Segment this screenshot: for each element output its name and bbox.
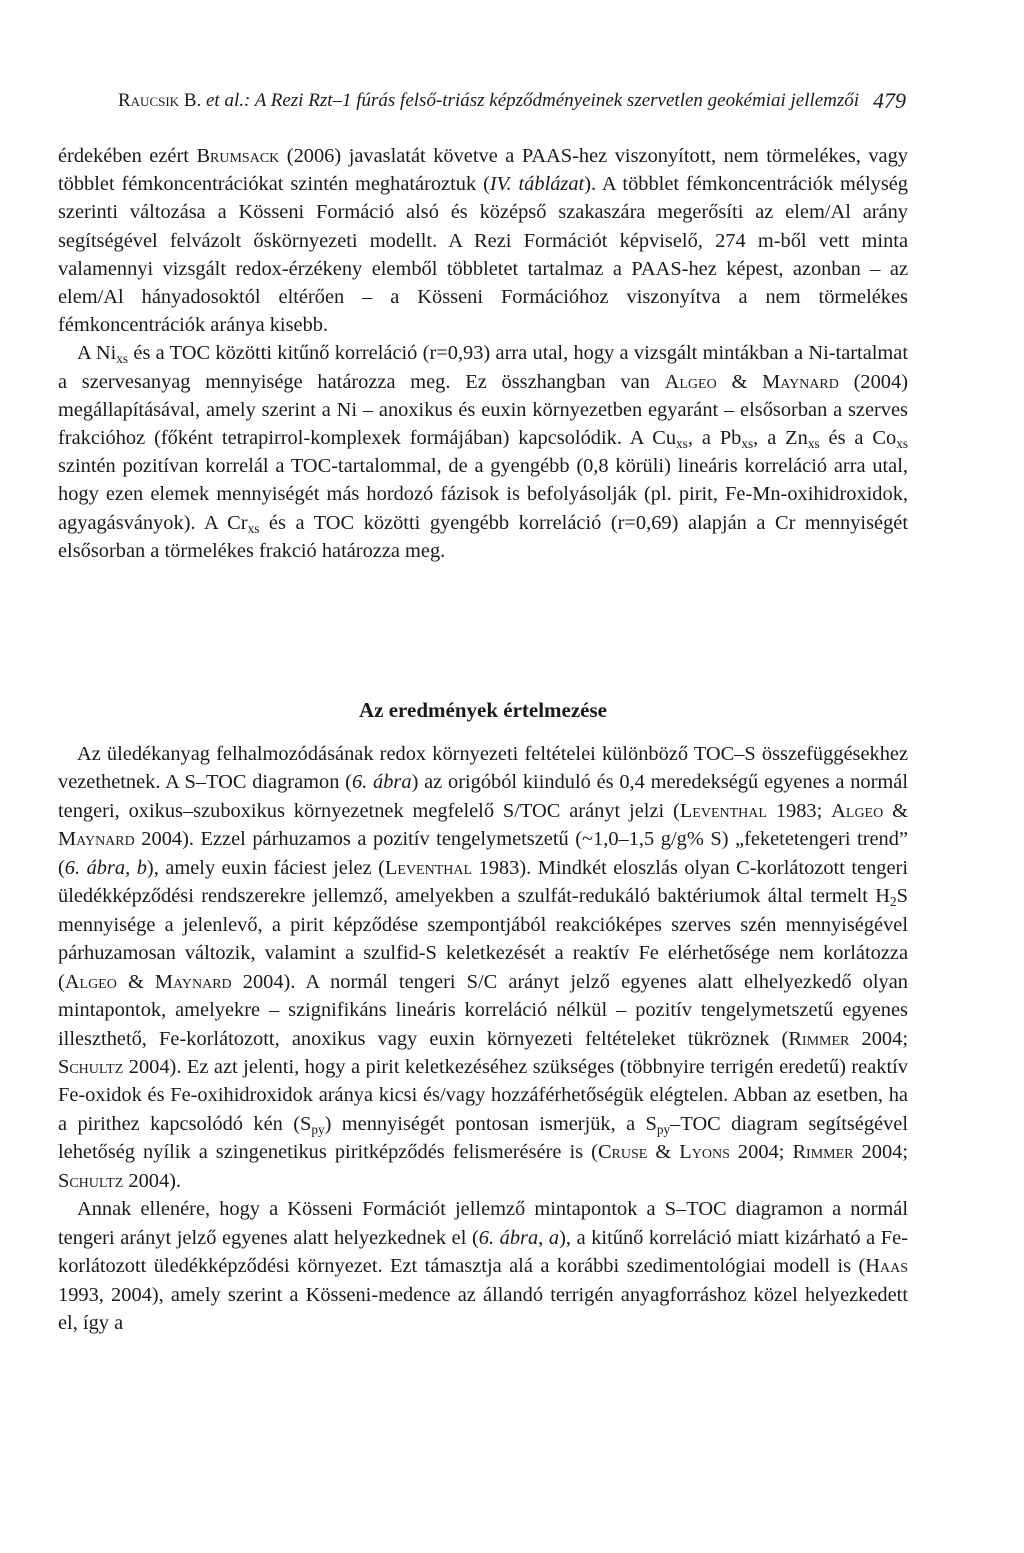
paragraph: érdekében ezért Brumsack (2006) javaslatát követve a PAAS-hez viszonyított, nem törmelékes, vagy többlet fémkoncentrációkat szintén meghatároztuk (IV. táblázat). A többlet fémkoncentrációk mélység szerinti változása a Kösseni Formáció alsó és középső szakaszára megerősíti az elem/Al arány segítségével felvázolt őskörnyezeti modellt. A Rezi Formációt képviselő, 274 m-ből vett minta valamennyi vizsgált redox-érzékeny elemből többletet tartalmaz a PAAS-hez képest, azonban – az elem/Al hányadosoktól eltérően – a Kösseni Formációhoz viszonyítva a nem törmelékes fémkoncentrációk aránya kisebb. — [58, 145, 909, 337]
section-heading: Az eredmények értelmezése — [359, 698, 607, 722]
paragraph: Annak ellenére, hogy a Kösseni Formációt jellemző mintapontok a S–TOC diagramon a normál tengeri arányt jelző egyenes alatt helyezkednek el (6. ábra, a), a kitűnő korreláció miatt kizárható a Fe-korlátozott üledékképződési környezet. Ezt támasztja alá a korábbi szedimentológiai modell is (Haas 1993, 2004), amely szerint a Kösseni-medence az állandó terrigén anyagforráshoz közel helyezkedett el, így a — [58, 1198, 908, 1335]
running-header — [118, 86, 906, 116]
page-number: 479 — [873, 88, 906, 113]
body-text-bottom — [58, 740, 908, 1338]
body-text-top — [58, 142, 908, 565]
header-author-suffix: et al. — [201, 90, 244, 111]
paragraph: Az üledékanyag felhalmozódásának redox környezeti feltételei különböző TOC–S összefüggésekhez vezethetnek. A S–TOC diagramon (6. ábra) az origóból kiinduló és 0,4 meredekségű egyenes a normál tengeri, oxikus–szuboxikus környezetnek megfelelő S/TOC arányt jelzi (Leventhal 1983; Algeo & Maynard 2004). Ezzel párhuzamos a pozitív tengelymetszetű (~1,0–1,5 g/g% S) „feketetengeri trend” (6. ábra, b), amely euxin fáciest jelez (Leventhal 1983). Mindkét eloszlás olyan C-korlátozott tengeri üledékképződési rendszerekre jellemző, amelyekben a szulfát-redukáló baktériumok által termelt $H_2S$ mennyisége a jelenlevő, a pirit képződése szempontjából reakcióképes szerves szén mennyiségével párhuzamosan változik, valamint a szulfid-S keletkezését a reaktív Fe elérhetősége nem korlátozza (Algeo & Maynard 2004). A normál tengeri S/C arányt jelző egyenes alatt elhelyezkedő olyan mintapontok, amelyekre – szignifikáns lineáris korreláció nélkül – pozitív tengelymetszetű egyenes illeszthető, Fe-korlátozott, anoxikus vagy euxin környezeti feltételeket tükröznek (Rimmer 2004; Schultz 2004). Ez azt jelenti, hogy a pirit keletkezéséhez szükséges (többnyire terrigén eredetű) reaktív Fe-oxidok és Fe-oxihidroxidok aránya kicsi és/vagy hozzáférhetőségük elégtelen. Abban az esetben, ha a pirithez kapcsolódó kén $(S_{py})$ mennyiségét pontosan ismerjük, a $S_{py}$–TOC diagram segítségével lehetőség nyílik a szingenetikus piritképződés felismerésére is (Cruse & Lyons 2004; Rimmer 2004; Schultz 2004). — [58, 743, 909, 1192]
paragraph: A $Ni_{xs}$ és a TOC közötti kitűnő korreláció (r=0,93) arra utal, hogy a vizsgált mintákban a Ni-tartalmat a szervesanyag mennyisége határozza meg. Ez összhangban van Algeo & Maynard (2004) megállapításával, amely szerint a Ni – anoxikus és euxin környezetben egyaránt – elsősorban a szerves frakcióhoz (főként tetrapirrol-komplexek formájában) kapcsolódik. A $Cu_{xs}$, a $Pb_{xs}$, a $Zn_{xs}$ és a $Co_{xs}$ szintén pozitívan korrelál a TOC-tartalommal, de a gyengébb (0,8 körüli) lineáris korreláció arra utal, hogy ezen elemek mennyiségét más hordozó fázisok is befolyásolják (pl. pirit, Fe-Mn-oxihidroxidok, agyagásványok). A $Cr_{xs}$ és a TOC közötti gyengébb korreláció (r=0,69) alapján a Cr mennyiségét elsősorban a törmelékes frakció határozza meg. — [58, 342, 908, 562]
header-title: : A Rezi Rzt–1 fúrás felső-triász képződményeinek szervetlen geokémiai jellemzői — [244, 90, 860, 111]
header-author: Raucsik B. — [118, 90, 202, 111]
